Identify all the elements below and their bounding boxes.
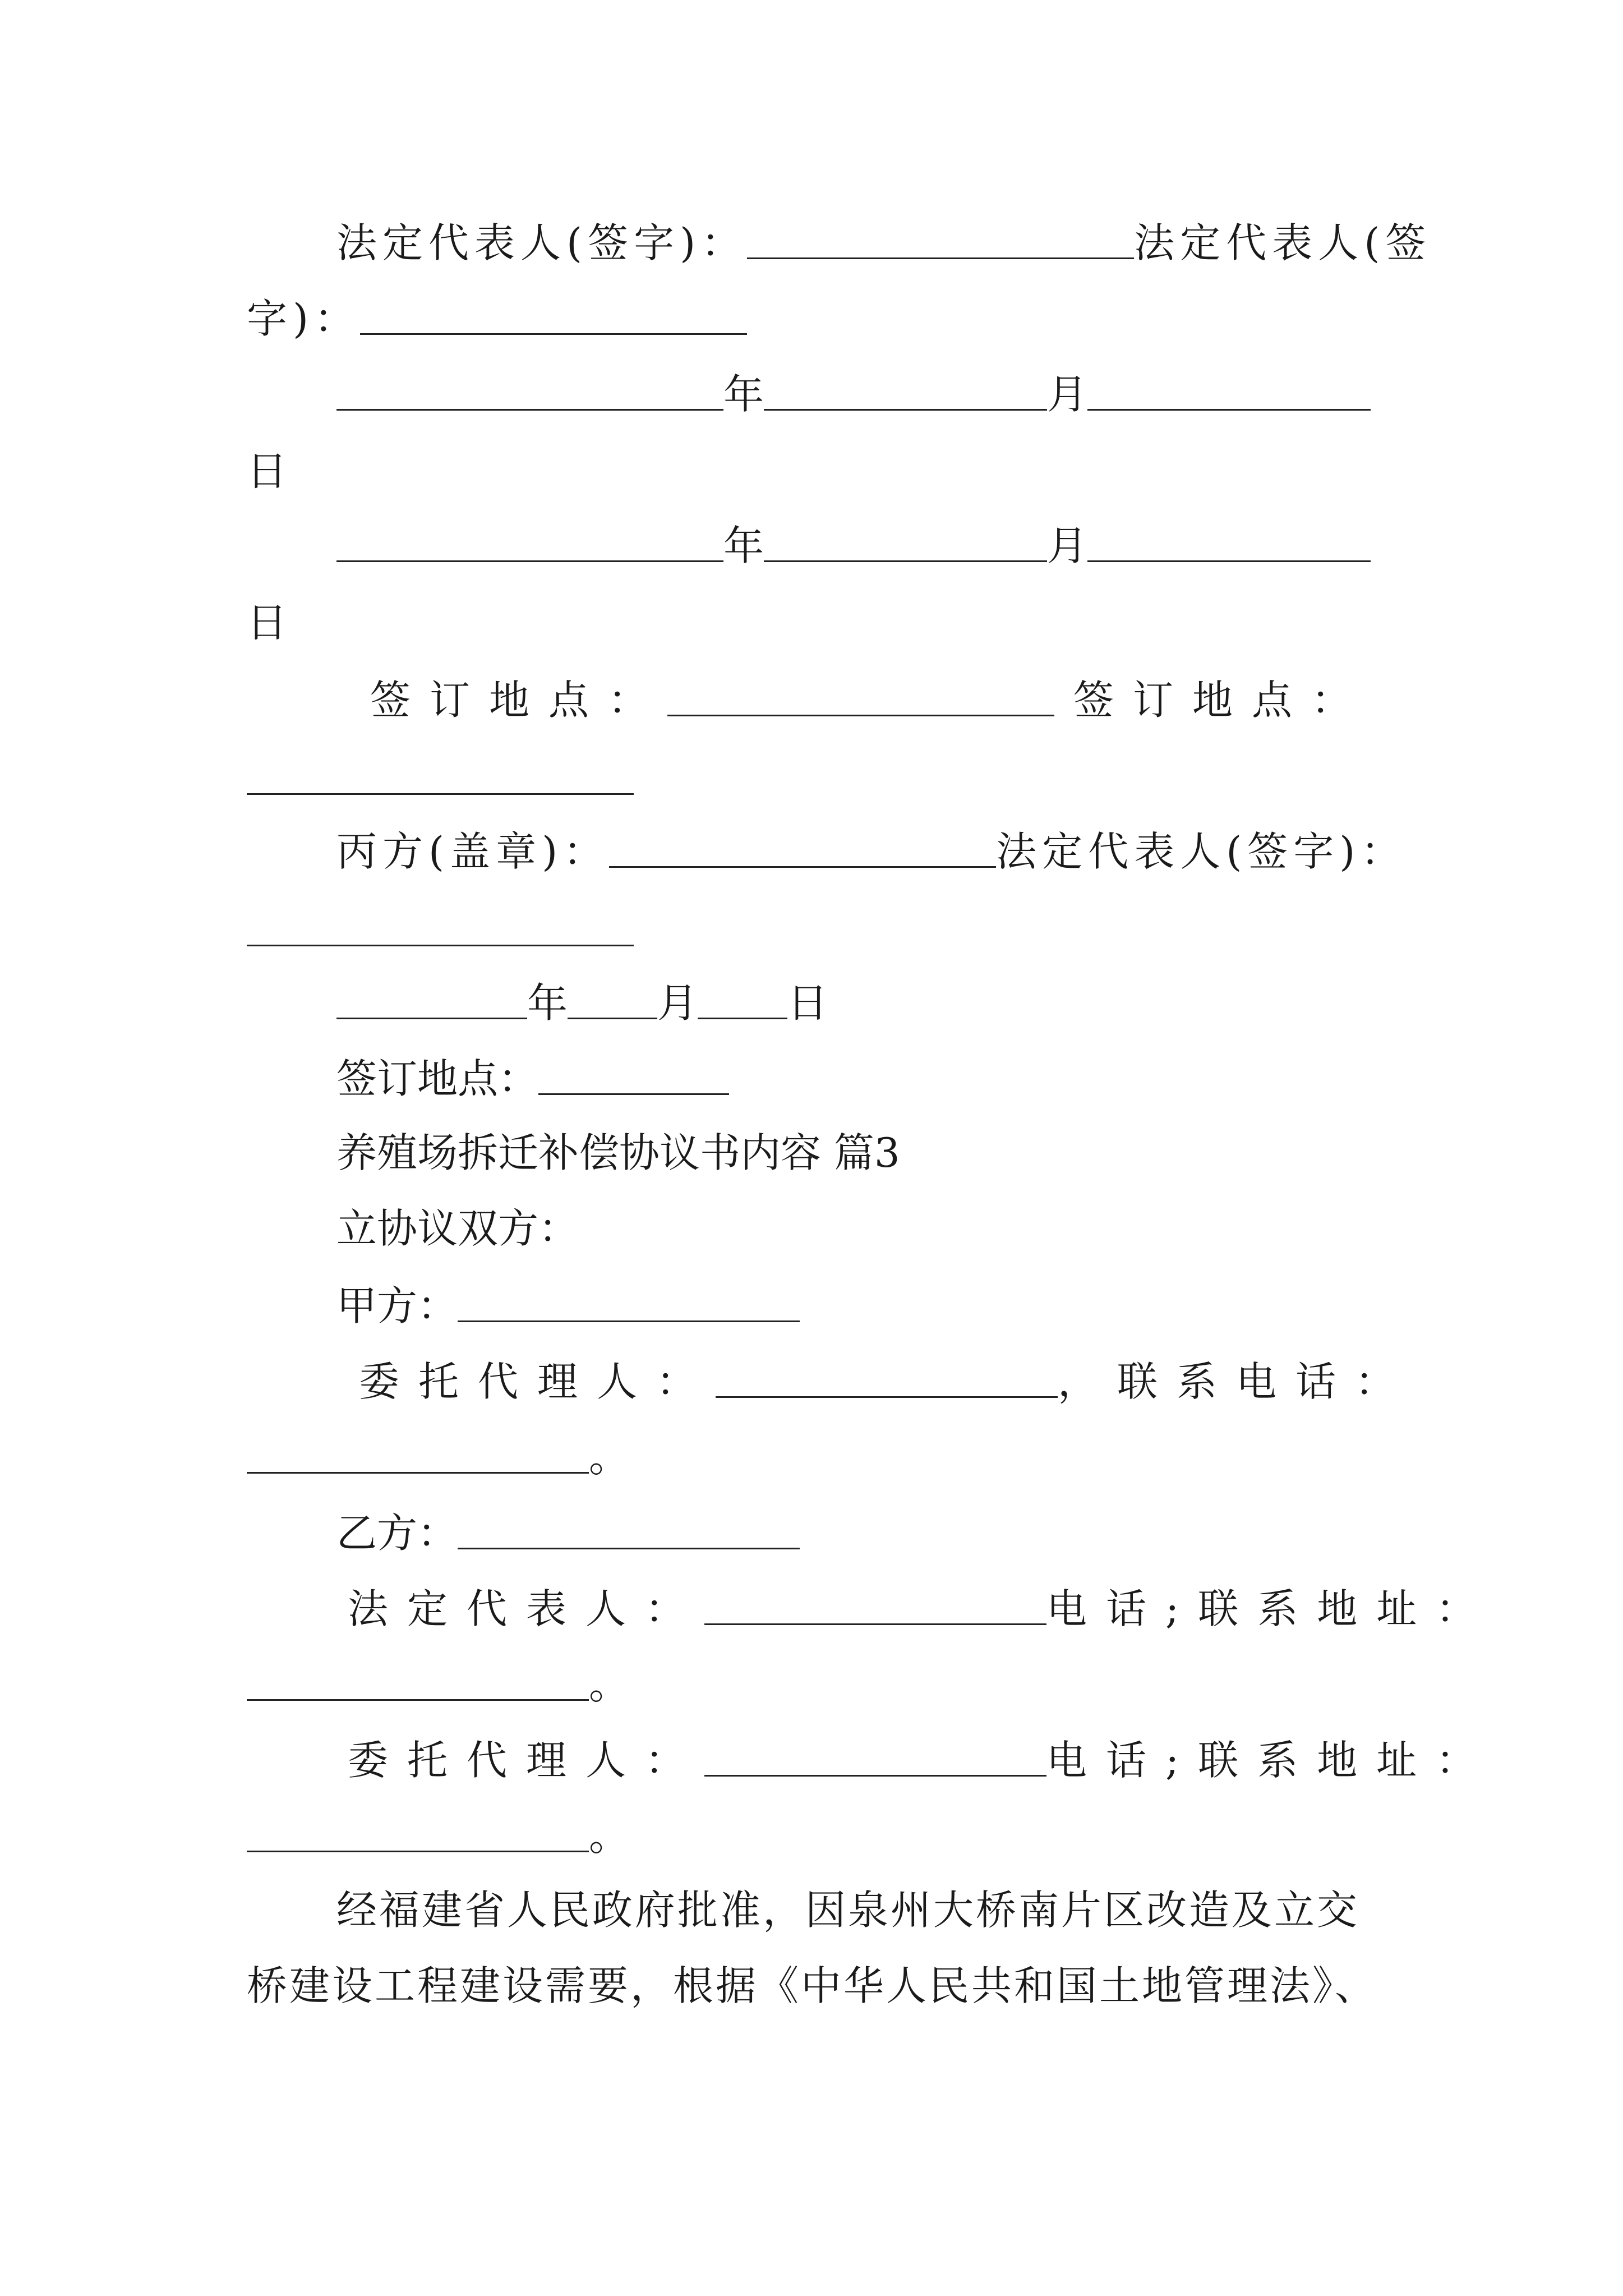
party-a-line	[336, 1279, 800, 1331]
parties-intro-line	[336, 1203, 579, 1254]
legal-rep-signature-label-2: 法定代表人(签	[1134, 219, 1432, 266]
address-blank-2	[247, 1811, 589, 1852]
day-blank-2	[1087, 521, 1371, 562]
date-line-3	[336, 976, 828, 1028]
party-c-seal-blank	[609, 827, 996, 868]
party-a-label: 甲方：	[336, 1282, 458, 1329]
day-blank-3	[698, 978, 787, 1019]
party-c-line	[336, 825, 1407, 877]
day-label: 日	[247, 448, 288, 495]
signing-place-line	[370, 673, 1371, 725]
body-paragraph-line-1	[336, 1885, 1359, 1935]
party-c-legal-rep-blank	[247, 942, 634, 946]
phone-address-label: 电话;联系地址：	[1046, 1585, 1496, 1632]
year-label: 年	[723, 371, 764, 418]
body-text-2: 桥建设工程建设需要，根据《中华人民共和国土地管理法》、	[247, 1962, 1378, 2009]
date-line-1-day	[247, 446, 287, 496]
party-b-line	[336, 1506, 800, 1558]
signing-place-blank-3	[538, 1054, 729, 1095]
phone-address-label-2: 电话;联系地址：	[1046, 1737, 1496, 1784]
party-a-phone-line	[247, 1430, 629, 1483]
signing-place-label-3: 签订地点：	[336, 1055, 539, 1102]
month-blank-3	[568, 978, 657, 1019]
body-text-1: 经福建省人民政府批准，因泉州大桥南片区改造及立交	[336, 1887, 1360, 1934]
section-heading	[336, 1128, 900, 1178]
legal-rep-signature-blank	[747, 218, 1134, 259]
signing-place-label: 签订地点：	[370, 677, 668, 724]
day-label-2: 日	[247, 599, 288, 646]
signing-place-line-2	[336, 1052, 729, 1104]
signing-place-label-2: 签订地点：	[1073, 677, 1371, 724]
party-b-label: 乙方：	[336, 1510, 458, 1557]
party-b-blank	[458, 1508, 800, 1549]
party-b-legal-rep-label: 法定代表人：	[348, 1585, 705, 1632]
date-line-2-day	[247, 597, 287, 648]
month-label-2: 月	[1047, 522, 1088, 569]
date-line-2	[336, 519, 1371, 571]
period-mark: 。	[589, 1434, 630, 1481]
party-b-legal-rep-line	[348, 1582, 1495, 1634]
body-paragraph-line-2	[247, 1961, 1377, 2011]
signing-place-blank	[667, 675, 1054, 716]
agent-label: 委托代理人：	[359, 1358, 716, 1405]
month-label-3: 月	[657, 979, 698, 1027]
legal-rep-signature-blank-2	[360, 294, 747, 335]
month-blank-2	[764, 521, 1047, 562]
month-blank	[764, 370, 1047, 411]
party-b-agent-blank	[704, 1736, 1046, 1777]
party-b-agent-label: 委托代理人：	[348, 1737, 705, 1784]
party-b-address-line	[247, 1658, 629, 1710]
parties-intro: 立协议双方：	[336, 1205, 579, 1252]
legal-rep-signature-label: 法定代表人(签字)：	[336, 219, 748, 266]
section-title: 养殖场拆迁补偿协议书内容 篇3	[336, 1129, 900, 1176]
day-label-3: 日	[787, 979, 828, 1027]
party-b-legal-rep-blank	[704, 1584, 1046, 1625]
month-label: 月	[1047, 371, 1088, 418]
party-a-agent-line	[359, 1355, 1414, 1407]
agent-blank	[716, 1357, 1058, 1398]
party-b-agent-address-line	[247, 1809, 629, 1861]
year-blank-2	[336, 521, 723, 562]
party-c-legal-rep-label: 法定代表人(签字)：	[996, 828, 1407, 875]
contact-phone-blank	[247, 1433, 589, 1474]
year-label-3: 年	[527, 979, 568, 1027]
signing-place-blank-2	[247, 791, 634, 795]
contact-phone-label: ，联系电话：	[1058, 1358, 1415, 1405]
year-blank	[336, 370, 723, 411]
signature-line-1-continued	[247, 292, 747, 344]
signature-label-suffix: 字)：	[247, 295, 361, 342]
date-line-1	[336, 367, 1371, 420]
year-label-2: 年	[723, 522, 764, 569]
party-a-blank	[458, 1281, 800, 1322]
party-b-agent-line	[348, 1733, 1495, 1786]
party-c-seal-label: 丙方(盖章)：	[336, 828, 610, 875]
year-blank-3	[336, 978, 527, 1019]
address-blank	[247, 1660, 589, 1701]
period-mark-3: 。	[589, 1812, 630, 1860]
signature-line-1	[336, 216, 1431, 268]
period-mark-2: 。	[589, 1661, 630, 1708]
day-blank	[1087, 370, 1371, 411]
